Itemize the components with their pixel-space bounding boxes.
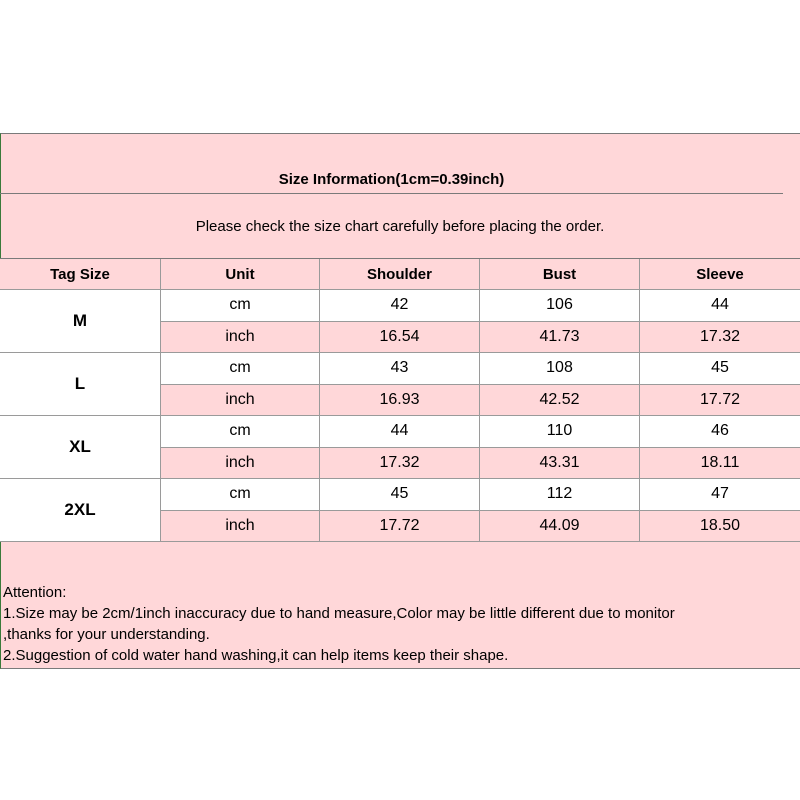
unit-cell: inch [161, 511, 320, 543]
unit-cell: cm [161, 479, 320, 511]
sleeve-cell: 17.72 [640, 385, 800, 417]
bust-cell: 44.09 [480, 511, 640, 543]
sleeve-cell: 18.50 [640, 511, 800, 543]
tag-size-cell: XL [0, 416, 161, 479]
header-tag-size: Tag Size [0, 259, 161, 290]
sleeve-cell: 17.32 [640, 322, 800, 354]
sleeve-cell: 44 [640, 290, 800, 322]
shoulder-cell: 16.54 [320, 322, 480, 354]
attention-line-2: ,thanks for your understanding. [3, 626, 210, 643]
sleeve-cell: 18.11 [640, 448, 800, 480]
size-table [0, 258, 800, 541]
header-sleeve: Sleeve [640, 259, 800, 290]
shoulder-cell: 42 [320, 290, 480, 322]
unit-cell: cm [161, 353, 320, 385]
attention-line-1: 1.Size may be 2cm/1inch inaccuracy due to hand measure,Color may be little different due to monitor [3, 605, 675, 622]
sleeve-cell: 45 [640, 353, 800, 385]
bust-cell: 110 [480, 416, 640, 448]
header-unit: Unit [161, 259, 320, 290]
shoulder-cell: 17.72 [320, 511, 480, 543]
size-chart-title: Size Information(1cm=0.39inch) [0, 166, 783, 194]
shoulder-cell: 16.93 [320, 385, 480, 417]
sleeve-cell: 46 [640, 416, 800, 448]
attention-notes [3, 582, 793, 666]
sleeve-cell: 47 [640, 479, 800, 511]
bust-cell: 106 [480, 290, 640, 322]
unit-cell: inch [161, 448, 320, 480]
tag-size-cell: 2XL [0, 479, 161, 542]
tag-size-cell: L [0, 353, 161, 416]
bust-cell: 108 [480, 353, 640, 385]
bust-cell: 43.31 [480, 448, 640, 480]
header-bust: Bust [480, 259, 640, 290]
tag-size-cell: M [0, 290, 161, 353]
bust-cell: 112 [480, 479, 640, 511]
shoulder-cell: 43 [320, 353, 480, 385]
bust-cell: 42.52 [480, 385, 640, 417]
shoulder-cell: 45 [320, 479, 480, 511]
unit-cell: cm [161, 416, 320, 448]
unit-cell: inch [161, 385, 320, 417]
header-shoulder: Shoulder [320, 259, 480, 290]
attention-line-3: 2.Suggestion of cold water hand washing,it can help items keep their shape. [3, 647, 509, 664]
shoulder-cell: 44 [320, 416, 480, 448]
unit-cell: cm [161, 290, 320, 322]
bust-cell: 41.73 [480, 322, 640, 354]
shoulder-cell: 17.32 [320, 448, 480, 480]
unit-cell: inch [161, 322, 320, 354]
attention-heading: Attention: [3, 584, 67, 601]
size-chart-subtitle: Please check the size chart carefully before placing the order. [195, 217, 605, 235]
